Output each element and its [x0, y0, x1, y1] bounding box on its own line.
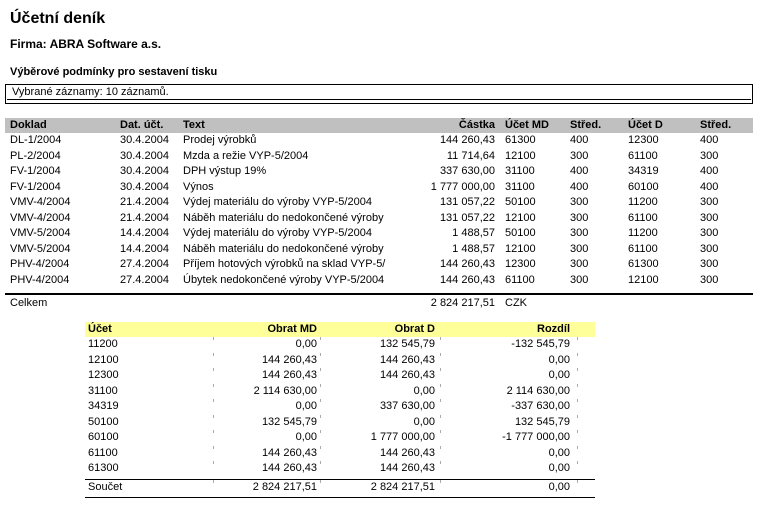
journal-row — [5, 133, 753, 149]
summary-row-cell: 0,00 — [548, 369, 570, 381]
journal-row-cell: 61100 — [505, 273, 535, 286]
column-header-dat-uct: Dat. účt. — [120, 119, 164, 131]
column-header-obrat-d: Obrat D — [394, 323, 435, 335]
journal-row-cell: 61300 — [505, 134, 536, 146]
column-header-castka: Částka — [458, 119, 495, 131]
journal-row-cell: 300 — [570, 227, 589, 239]
journal-row-cell: VMV-4/2004 — [10, 211, 71, 224]
journal-row-cell: 60100 — [628, 180, 659, 193]
journal-row-cell: DL-1/2004 — [10, 134, 62, 146]
journal-row-cell: 30.4.2004 — [120, 134, 169, 146]
summary-row-cell: 34319 — [88, 400, 119, 412]
journal-row-cell: DPH výstup 19% — [183, 165, 267, 177]
journal-row-cell: 27.4.2004 — [120, 273, 169, 286]
summary-row-cell: 144 260,43 — [261, 369, 317, 381]
summary-row — [85, 399, 595, 415]
journal-row-cell: 400 — [700, 134, 719, 146]
summary-row — [85, 461, 595, 477]
journal-row-cell: 21.4.2004 — [120, 196, 169, 208]
journal-row-cell: VMV-4/2004 — [10, 196, 71, 208]
summary-row-cell: 144 260,43 — [261, 462, 317, 474]
journal-row — [5, 257, 753, 273]
journal-row-cell: 144 260,43 — [439, 258, 495, 270]
journal-row-cell: 337 630,00 — [439, 165, 495, 177]
journal-row — [5, 226, 753, 242]
summary-row-cell: 144 260,43 — [379, 462, 435, 474]
journal-row-cell: 12100 — [505, 149, 536, 162]
journal-row-cell: 30.4.2004 — [120, 165, 169, 177]
journal-row-cell: Výnos — [183, 180, 214, 193]
summary-row-cell: 1 777 000,00 — [370, 431, 435, 443]
summary-row-cell: 0,00 — [413, 384, 435, 397]
journal-row-cell: Úbytek nedokončené výroby VYP-5/2004 — [183, 273, 385, 286]
summary-row-cell: 0,00 — [413, 415, 435, 428]
journal-row — [5, 164, 753, 180]
journal-row-cell: 144 260,43 — [439, 273, 495, 286]
journal-row-cell: 12100 — [628, 273, 659, 286]
journal-row-cell: 21.4.2004 — [120, 211, 169, 224]
summary-row-cell: -337 630,00 — [511, 400, 570, 412]
summary-row-cell: 61100 — [88, 446, 118, 459]
journal-row-cell: 400 — [570, 180, 589, 193]
journal-table-header — [5, 118, 753, 133]
summary-row — [85, 337, 595, 353]
journal-row-cell: Mzda a režie VYP-5/2004 — [183, 149, 309, 162]
summary-row-cell: 132 545,79 — [261, 415, 317, 428]
summary-row-cell: -1 777 000,00 — [502, 431, 570, 443]
journal-row-cell: Příjem hotových výrobků na sklad VYP-5/ — [183, 258, 386, 270]
column-header-text: Text — [183, 119, 205, 131]
summary-total-obrat-d: 2 824 217,51 — [370, 480, 435, 493]
journal-row-cell: 50100 — [505, 227, 536, 239]
journal-row-cell: VMV-5/2004 — [10, 242, 71, 255]
journal-row-cell: 14.4.2004 — [120, 227, 169, 239]
journal-total-row — [5, 296, 753, 312]
filter-conditions-heading: Výběrové podmínky pro sestavení tisku — [10, 66, 218, 78]
column-header-stred-2: Střed. — [700, 119, 732, 131]
summary-row-cell: 144 260,43 — [379, 353, 435, 366]
column-header-rozdil: Rozdíl — [537, 323, 570, 335]
journal-total-currency: CZK — [505, 297, 527, 309]
summary-total-row — [85, 480, 595, 496]
summary-row — [85, 384, 595, 400]
journal-row — [5, 180, 753, 196]
journal-row — [5, 195, 753, 211]
journal-row-cell: 300 — [700, 211, 719, 224]
column-header-ucet-d: Účet D — [628, 119, 663, 131]
summary-row-cell: -132 545,79 — [511, 338, 570, 350]
summary-row-cell: 144 260,43 — [261, 353, 317, 366]
summary-row-cell: 12100 — [88, 353, 119, 366]
journal-row-cell: 300 — [570, 273, 589, 286]
summary-table — [85, 322, 595, 498]
summary-row — [85, 446, 595, 462]
summary-row-cell: 61300 — [88, 462, 119, 474]
journal-row-cell: 12100 — [505, 242, 536, 255]
summary-row-cell: 144 260,43 — [261, 446, 317, 459]
column-header-ucet-md: Účet MD — [505, 119, 550, 131]
column-header-obrat-md: Obrat MD — [267, 323, 317, 335]
journal-row-cell: 31100 — [505, 165, 535, 177]
journal-row-cell: Náběh materiálu do nedokončené výroby — [183, 211, 384, 224]
journal-row-cell: 300 — [570, 242, 589, 255]
journal-row-cell: 300 — [700, 258, 719, 270]
summary-row — [85, 415, 595, 431]
summary-row-cell: 50100 — [88, 415, 119, 428]
journal-row-cell: 1 488,57 — [452, 242, 495, 255]
summary-row-cell: 0,00 — [295, 400, 317, 412]
summary-row-cell: 2 114 630,00 — [506, 384, 570, 397]
company-line: Firma: ABRA Software a.s. — [10, 37, 162, 51]
journal-row-cell: Prodej výrobků — [183, 134, 257, 146]
summary-row-cell: 0,00 — [548, 353, 570, 366]
journal-row-cell: 300 — [700, 196, 719, 208]
summary-total-label: Součet — [88, 480, 123, 493]
journal-row-cell: 300 — [700, 227, 719, 239]
journal-row-cell: 300 — [700, 242, 719, 255]
column-header-ucet: Účet — [88, 323, 112, 335]
summary-row-cell: 132 545,79 — [379, 338, 435, 350]
summary-row — [85, 368, 595, 384]
journal-row-cell: 12300 — [505, 258, 536, 270]
journal-row-cell: 400 — [570, 134, 589, 146]
journal-row-cell: PHV-4/2004 — [10, 258, 70, 270]
journal-row-cell: 50100 — [505, 196, 536, 208]
journal-row-cell: 1 488,57 — [452, 227, 495, 239]
journal-row-cell: VMV-5/2004 — [10, 227, 71, 239]
filter-conditions-box — [5, 84, 753, 104]
journal-row-cell: 61300 — [628, 258, 659, 270]
journal-row-cell: 34319 — [628, 165, 659, 177]
journal-row-cell: PHV-4/2004 — [10, 273, 70, 286]
journal-row — [5, 211, 753, 227]
journal-row — [5, 242, 753, 258]
summary-total-rozdil: 0,00 — [548, 480, 570, 493]
summary-row-cell: 337 630,00 — [379, 400, 435, 412]
summary-row-cell: 132 545,79 — [514, 415, 570, 428]
filter-value: Vybrané záznamy: 10 záznamů. — [7, 85, 751, 100]
journal-row-cell: 131 057,22 — [439, 211, 495, 224]
page-title: Účetní deník — [10, 10, 106, 27]
summary-row — [85, 430, 595, 446]
summary-row-cell: 0,00 — [548, 462, 570, 474]
journal-row-cell: 30.4.2004 — [120, 180, 169, 193]
journal-row — [5, 273, 753, 289]
journal-row-cell: 144 260,43 — [439, 134, 495, 146]
journal-row-cell: 300 — [570, 211, 589, 224]
journal-total-amount: 2 824 217,51 — [430, 297, 495, 309]
journal-row-cell: FV-1/2004 — [10, 180, 61, 193]
journal-row-cell: 11200 — [628, 196, 658, 208]
journal-row-cell: 1 777 000,00 — [430, 180, 495, 193]
summary-row-cell: 2 114 630,00 — [253, 384, 317, 397]
journal-row-cell: 11200 — [628, 227, 658, 239]
summary-rows — [85, 337, 595, 477]
journal-row-cell: 12100 — [505, 211, 536, 224]
journal-row-cell: 61100 — [628, 242, 658, 255]
column-header-doklad: Doklad — [10, 119, 47, 131]
summary-row-cell: 0,00 — [548, 446, 570, 459]
journal-row-cell: 400 — [570, 165, 589, 177]
journal-total-separator — [5, 293, 753, 295]
journal-row-cell: 61100 — [628, 149, 658, 162]
journal-rows — [5, 133, 753, 288]
journal-row-cell: 400 — [700, 165, 719, 177]
journal-row-cell: 300 — [700, 273, 719, 286]
journal-row-cell: FV-1/2004 — [10, 165, 61, 177]
journal-row-cell: Výdej materiálu do výroby VYP-5/2004 — [183, 196, 372, 208]
journal-row-cell: 131 057,22 — [439, 196, 495, 208]
journal-row-cell: 12300 — [628, 134, 659, 146]
journal-row — [5, 149, 753, 165]
summary-row-cell: 11200 — [88, 338, 118, 350]
summary-total-obrat-md: 2 824 217,51 — [252, 480, 317, 493]
summary-row-cell: 144 260,43 — [379, 446, 435, 459]
journal-row-cell: 14.4.2004 — [120, 242, 169, 255]
summary-bottom-rule — [85, 497, 595, 498]
journal-row-cell: 11 714,64 — [446, 149, 495, 162]
journal-row-cell: 27.4.2004 — [120, 258, 169, 270]
journal-row-cell: 300 — [700, 149, 719, 162]
journal-row-cell: PL-2/2004 — [10, 149, 61, 162]
summary-row-cell: 0,00 — [295, 338, 317, 350]
journal-row-cell: 30.4.2004 — [120, 149, 169, 162]
journal-row-cell: 61100 — [628, 211, 658, 224]
journal-row-cell: 300 — [570, 196, 589, 208]
column-header-stred-1: Střed. — [570, 119, 602, 131]
summary-row-cell: 144 260,43 — [379, 369, 435, 381]
journal-row-cell: 400 — [700, 180, 719, 193]
journal-row-cell: 300 — [570, 258, 589, 270]
summary-row — [85, 353, 595, 369]
summary-row-cell: 60100 — [88, 431, 119, 443]
summary-table-header — [85, 322, 595, 337]
journal-row-cell: Výdej materiálu do výroby VYP-5/2004 — [183, 227, 372, 239]
journal-row-cell: 31100 — [505, 180, 535, 193]
summary-row-cell: 31100 — [88, 384, 118, 397]
journal-row-cell: Náběh materiálu do nedokončené výroby — [183, 242, 384, 255]
journal-row-cell: 300 — [570, 149, 589, 162]
summary-row-cell: 0,00 — [295, 431, 317, 443]
journal-table — [5, 118, 753, 312]
summary-row-cell: 12300 — [88, 369, 119, 381]
journal-total-label: Celkem — [10, 297, 48, 309]
